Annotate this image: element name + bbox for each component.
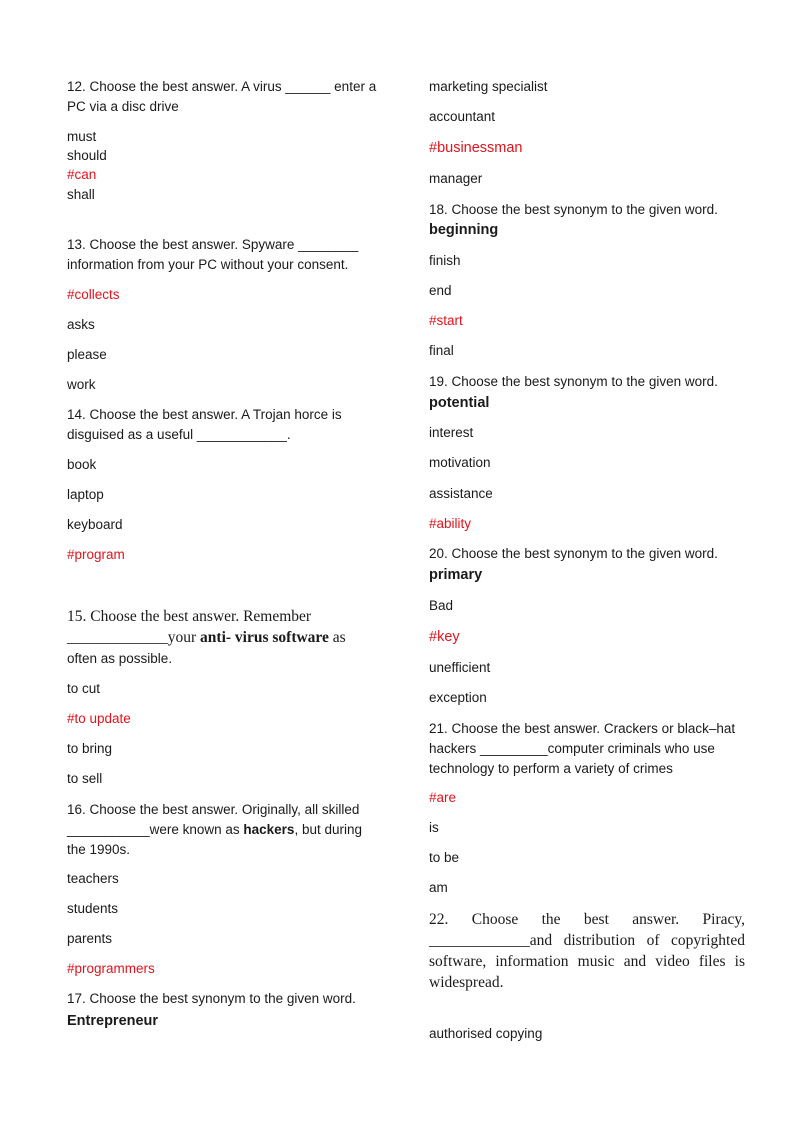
q18-option-3-correct[interactable]: #start — [429, 313, 463, 328]
q18-option-1[interactable]: finish — [429, 253, 461, 268]
question-15-prompt — [67, 606, 382, 648]
q19-keyword: potential — [429, 395, 490, 411]
q18-option-4[interactable]: final — [429, 343, 454, 358]
q18-keyword: beginning — [429, 222, 499, 238]
q18-option-2[interactable]: end — [429, 283, 452, 298]
q20-option-4[interactable]: exception — [429, 690, 487, 705]
q15-prompt-keyword: anti- virus software — [200, 629, 329, 646]
q13-option-2[interactable]: asks — [67, 317, 95, 332]
q14-option-2[interactable]: laptop — [67, 487, 104, 502]
q16-option-3[interactable]: parents — [67, 931, 113, 946]
q15-prompt-text-2: as — [328, 629, 346, 646]
q13-option-3[interactable]: please — [67, 347, 107, 362]
q12-option-2[interactable]: should — [67, 148, 107, 163]
q13-option-1-correct[interactable]: #collects — [67, 287, 120, 302]
q20-keyword: primary — [429, 567, 483, 583]
question-17-prompt: 17. Choose the best synonym to the given word. — [67, 991, 356, 1006]
q17-keyword: Entrepreneur — [67, 1013, 159, 1029]
q20-option-2-correct[interactable]: #key — [429, 629, 460, 645]
q17-option-3-correct[interactable]: #businessman — [429, 140, 523, 156]
question-12-prompt: 12. Choose the best answer. A virus ______ enter a PC via a disc drive — [67, 79, 377, 114]
q22-option-1[interactable]: authorised copying — [429, 1026, 543, 1041]
q14-option-1[interactable]: book — [67, 457, 97, 472]
q16-prompt-keyword: hackers — [243, 822, 295, 837]
q16-option-4-correct[interactable]: #programmers — [67, 961, 155, 976]
q16-option-1[interactable]: teachers — [67, 871, 119, 886]
q17-option-1[interactable]: marketing specialist — [429, 79, 548, 94]
question-13-prompt: 13. Choose the best answer. Spyware ________ information from your PC without your consent. — [67, 237, 359, 272]
q12-option-3-correct[interactable]: #can — [67, 167, 97, 182]
q21-option-2[interactable]: is — [429, 820, 439, 835]
question-14-prompt: 14. Choose the best answer. A Trojan horce is disguised as a useful ____________. — [67, 407, 342, 442]
q16-prompt-text: 16. Choose the best answer. Originally, all skilled ___________were known as — [67, 802, 360, 837]
q15-option-1[interactable]: to cut — [67, 681, 101, 696]
q19-option-2[interactable]: motivation — [429, 455, 491, 470]
q15-prompt-text: 15. Choose the best answer. Remember _____________your — [67, 608, 312, 646]
question-16-prompt — [67, 800, 382, 860]
question-18-prompt: 18. Choose the best synonym to the given word. — [429, 202, 718, 217]
q19-option-3[interactable]: assistance — [429, 486, 493, 501]
q21-option-1-correct[interactable]: #are — [429, 790, 457, 805]
q12-option-1[interactable]: must — [67, 129, 97, 144]
q15-option-3[interactable]: to bring — [67, 741, 113, 756]
q15-option-4[interactable]: to sell — [67, 771, 103, 786]
q19-option-4-correct[interactable]: #ability — [429, 516, 472, 531]
q20-option-3[interactable]: unefficient — [429, 660, 491, 675]
q21-option-4[interactable]: am — [429, 880, 448, 895]
q14-option-4-correct[interactable]: #program — [67, 547, 125, 562]
q14-option-3[interactable]: keyboard — [67, 517, 123, 532]
q15-prompt-continuation: often as possible. — [67, 651, 173, 666]
q16-option-2[interactable]: students — [67, 901, 119, 916]
q12-option-4[interactable]: shall — [67, 187, 95, 202]
q17-option-2[interactable]: accountant — [429, 109, 496, 124]
q21-option-3[interactable]: to be — [429, 850, 460, 865]
question-19-prompt: 19. Choose the best synonym to the given word. — [429, 374, 718, 389]
question-20-prompt: 20. Choose the best synonym to the given word. — [429, 546, 718, 561]
q19-option-1[interactable]: interest — [429, 425, 474, 440]
q13-option-4[interactable]: work — [67, 377, 96, 392]
question-22-prompt: 22. Choose the best answer. Piracy, _____________and distribution of copyrighted software, information music and video files is widespread. — [429, 911, 745, 991]
q15-option-2-correct[interactable]: #to update — [67, 711, 131, 726]
q20-option-1[interactable]: Bad — [429, 598, 454, 613]
question-21-prompt: 21. Choose the best answer. Crackers or black–hat hackers _________computer criminals who use technology to perform a variety of crimes — [429, 721, 736, 776]
q16-prompt-text-2: , but during the 1990s. — [67, 822, 362, 857]
q17-option-4[interactable]: manager — [429, 171, 483, 186]
